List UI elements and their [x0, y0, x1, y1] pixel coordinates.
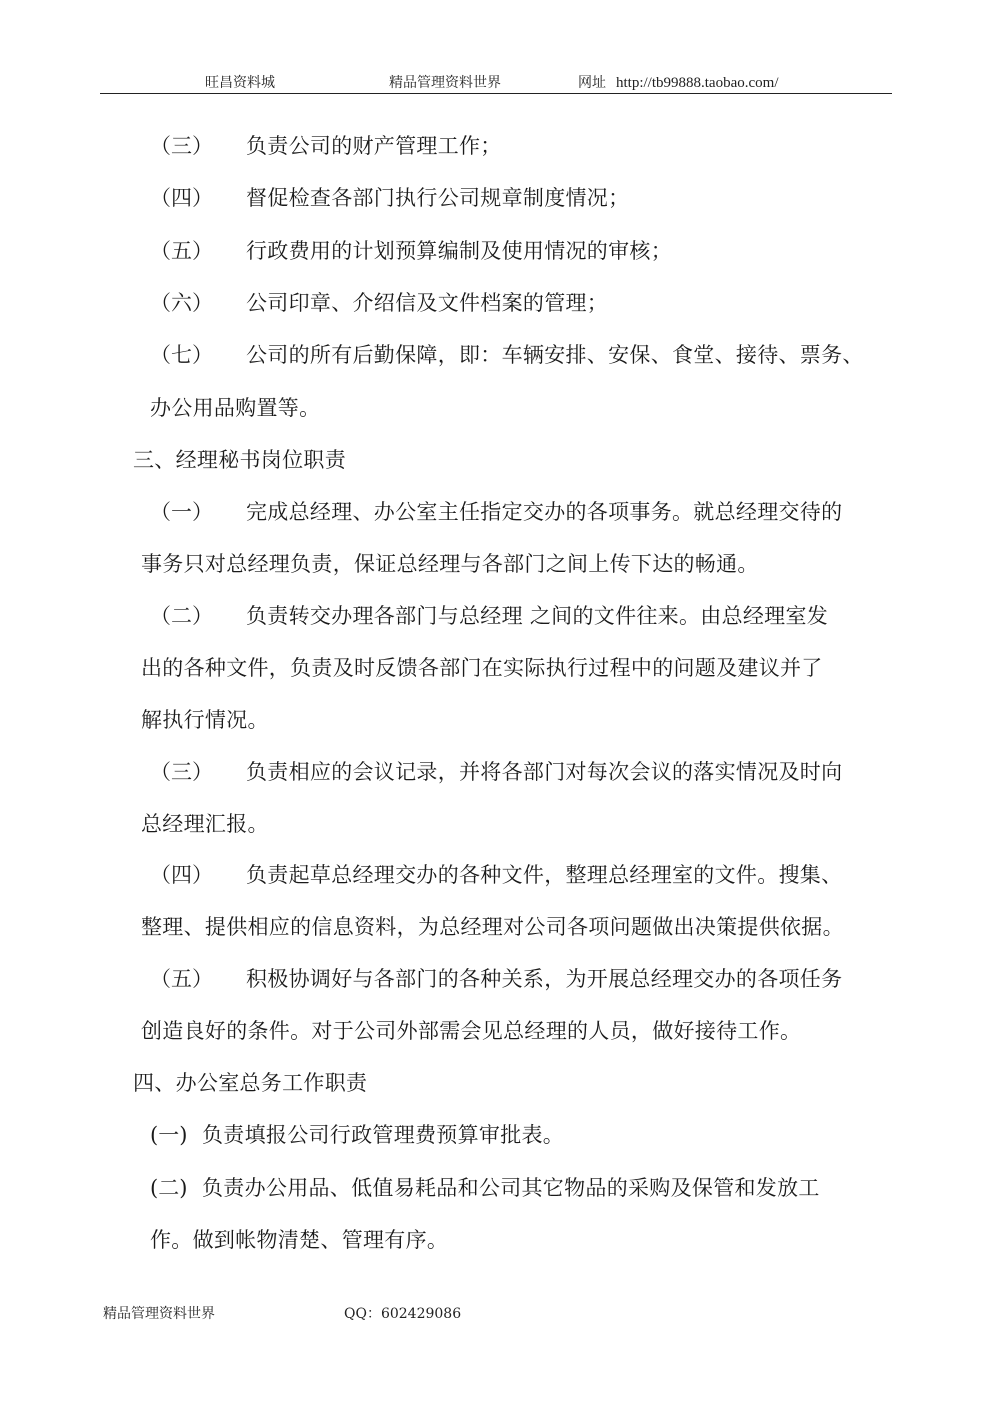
- item-text: 公司的所有后勤保障，即：车辆安排、安保、食堂、接待、票务、: [246, 343, 864, 367]
- item-text: 完成总经理、办公室主任指定交办的各项事务。就总经理交待的: [246, 500, 843, 524]
- footer-left: 精品管理资料世界: [103, 1306, 215, 1322]
- item-num: （二）: [150, 604, 213, 628]
- item-num: (一): [150, 1123, 188, 1147]
- header-site-name: 旺昌资料城: [205, 75, 275, 91]
- footer-qq: QQ：602429086: [344, 1306, 462, 1322]
- item-text: 负责公司的财产管理工作；: [246, 134, 502, 158]
- item-num: （五）: [150, 967, 213, 991]
- item-num: (二): [150, 1176, 188, 1200]
- item-num: （三）: [150, 760, 213, 784]
- item-continuation: 事务只对总经理负责，保证总经理与各部门之间上传下达的畅通。: [141, 552, 759, 576]
- item-continuation: 出的各种文件，负责及时反馈各部门在实际执行过程中的问题及建议并了: [141, 656, 823, 680]
- header-url-label: 网址: [578, 75, 606, 91]
- item-text: 积极协调好与各部门的各种关系，为开展总经理交办的各项任务: [246, 967, 843, 991]
- item-num: （六）: [150, 291, 213, 315]
- header-rule: [100, 93, 892, 94]
- section-heading: 三、经理秘书岗位职责: [133, 448, 346, 472]
- item-text: 行政费用的计划预算编制及使用情况的审核；: [246, 239, 672, 263]
- header-world: 精品管理资料世界: [389, 75, 501, 91]
- item-num: （五）: [150, 239, 213, 263]
- item-continuation: 创造良好的条件。对于公司外部需会见总经理的人员，做好接待工作。: [141, 1019, 802, 1043]
- header-url-block: [578, 72, 778, 92]
- item-continuation: 总经理汇报。: [141, 812, 269, 836]
- item-num: （四）: [150, 186, 213, 210]
- item-text: 负责转交办理各部门与总经理 之间的文件往来。由总经理室发: [246, 604, 829, 628]
- item-text: 负责办公用品、低值易耗品和公司其它物品的采购及保管和发放工: [202, 1176, 820, 1200]
- item-continuation: 办公用品购置等。: [150, 396, 321, 420]
- item-num: （三）: [150, 134, 213, 158]
- item-num: （四）: [150, 863, 213, 887]
- item-continuation: 解执行情况。: [141, 708, 269, 732]
- header-url: http://tb99888.taobao.com/: [616, 75, 779, 91]
- item-num: （七）: [150, 343, 213, 367]
- item-text: 负责相应的会议记录，并将各部门对每次会议的落实情况及时向: [246, 760, 843, 784]
- item-text: 负责起草总经理交办的各种文件，整理总经理室的文件。搜集、: [246, 863, 843, 887]
- section-heading: 四、办公室总务工作职责: [133, 1071, 368, 1095]
- item-num: （一）: [150, 500, 213, 524]
- item-continuation: 作。做到帐物清楚、管理有序。: [150, 1228, 449, 1252]
- item-text: 负责填报公司行政管理费预算审批表。: [202, 1123, 565, 1147]
- item-text: 督促检查各部门执行公司规章制度情况；: [246, 186, 630, 210]
- item-text: 公司印章、介绍信及文件档案的管理；: [246, 291, 609, 315]
- item-continuation: 整理、提供相应的信息资料，为总经理对公司各项问题做出决策提供依据。: [141, 915, 844, 939]
